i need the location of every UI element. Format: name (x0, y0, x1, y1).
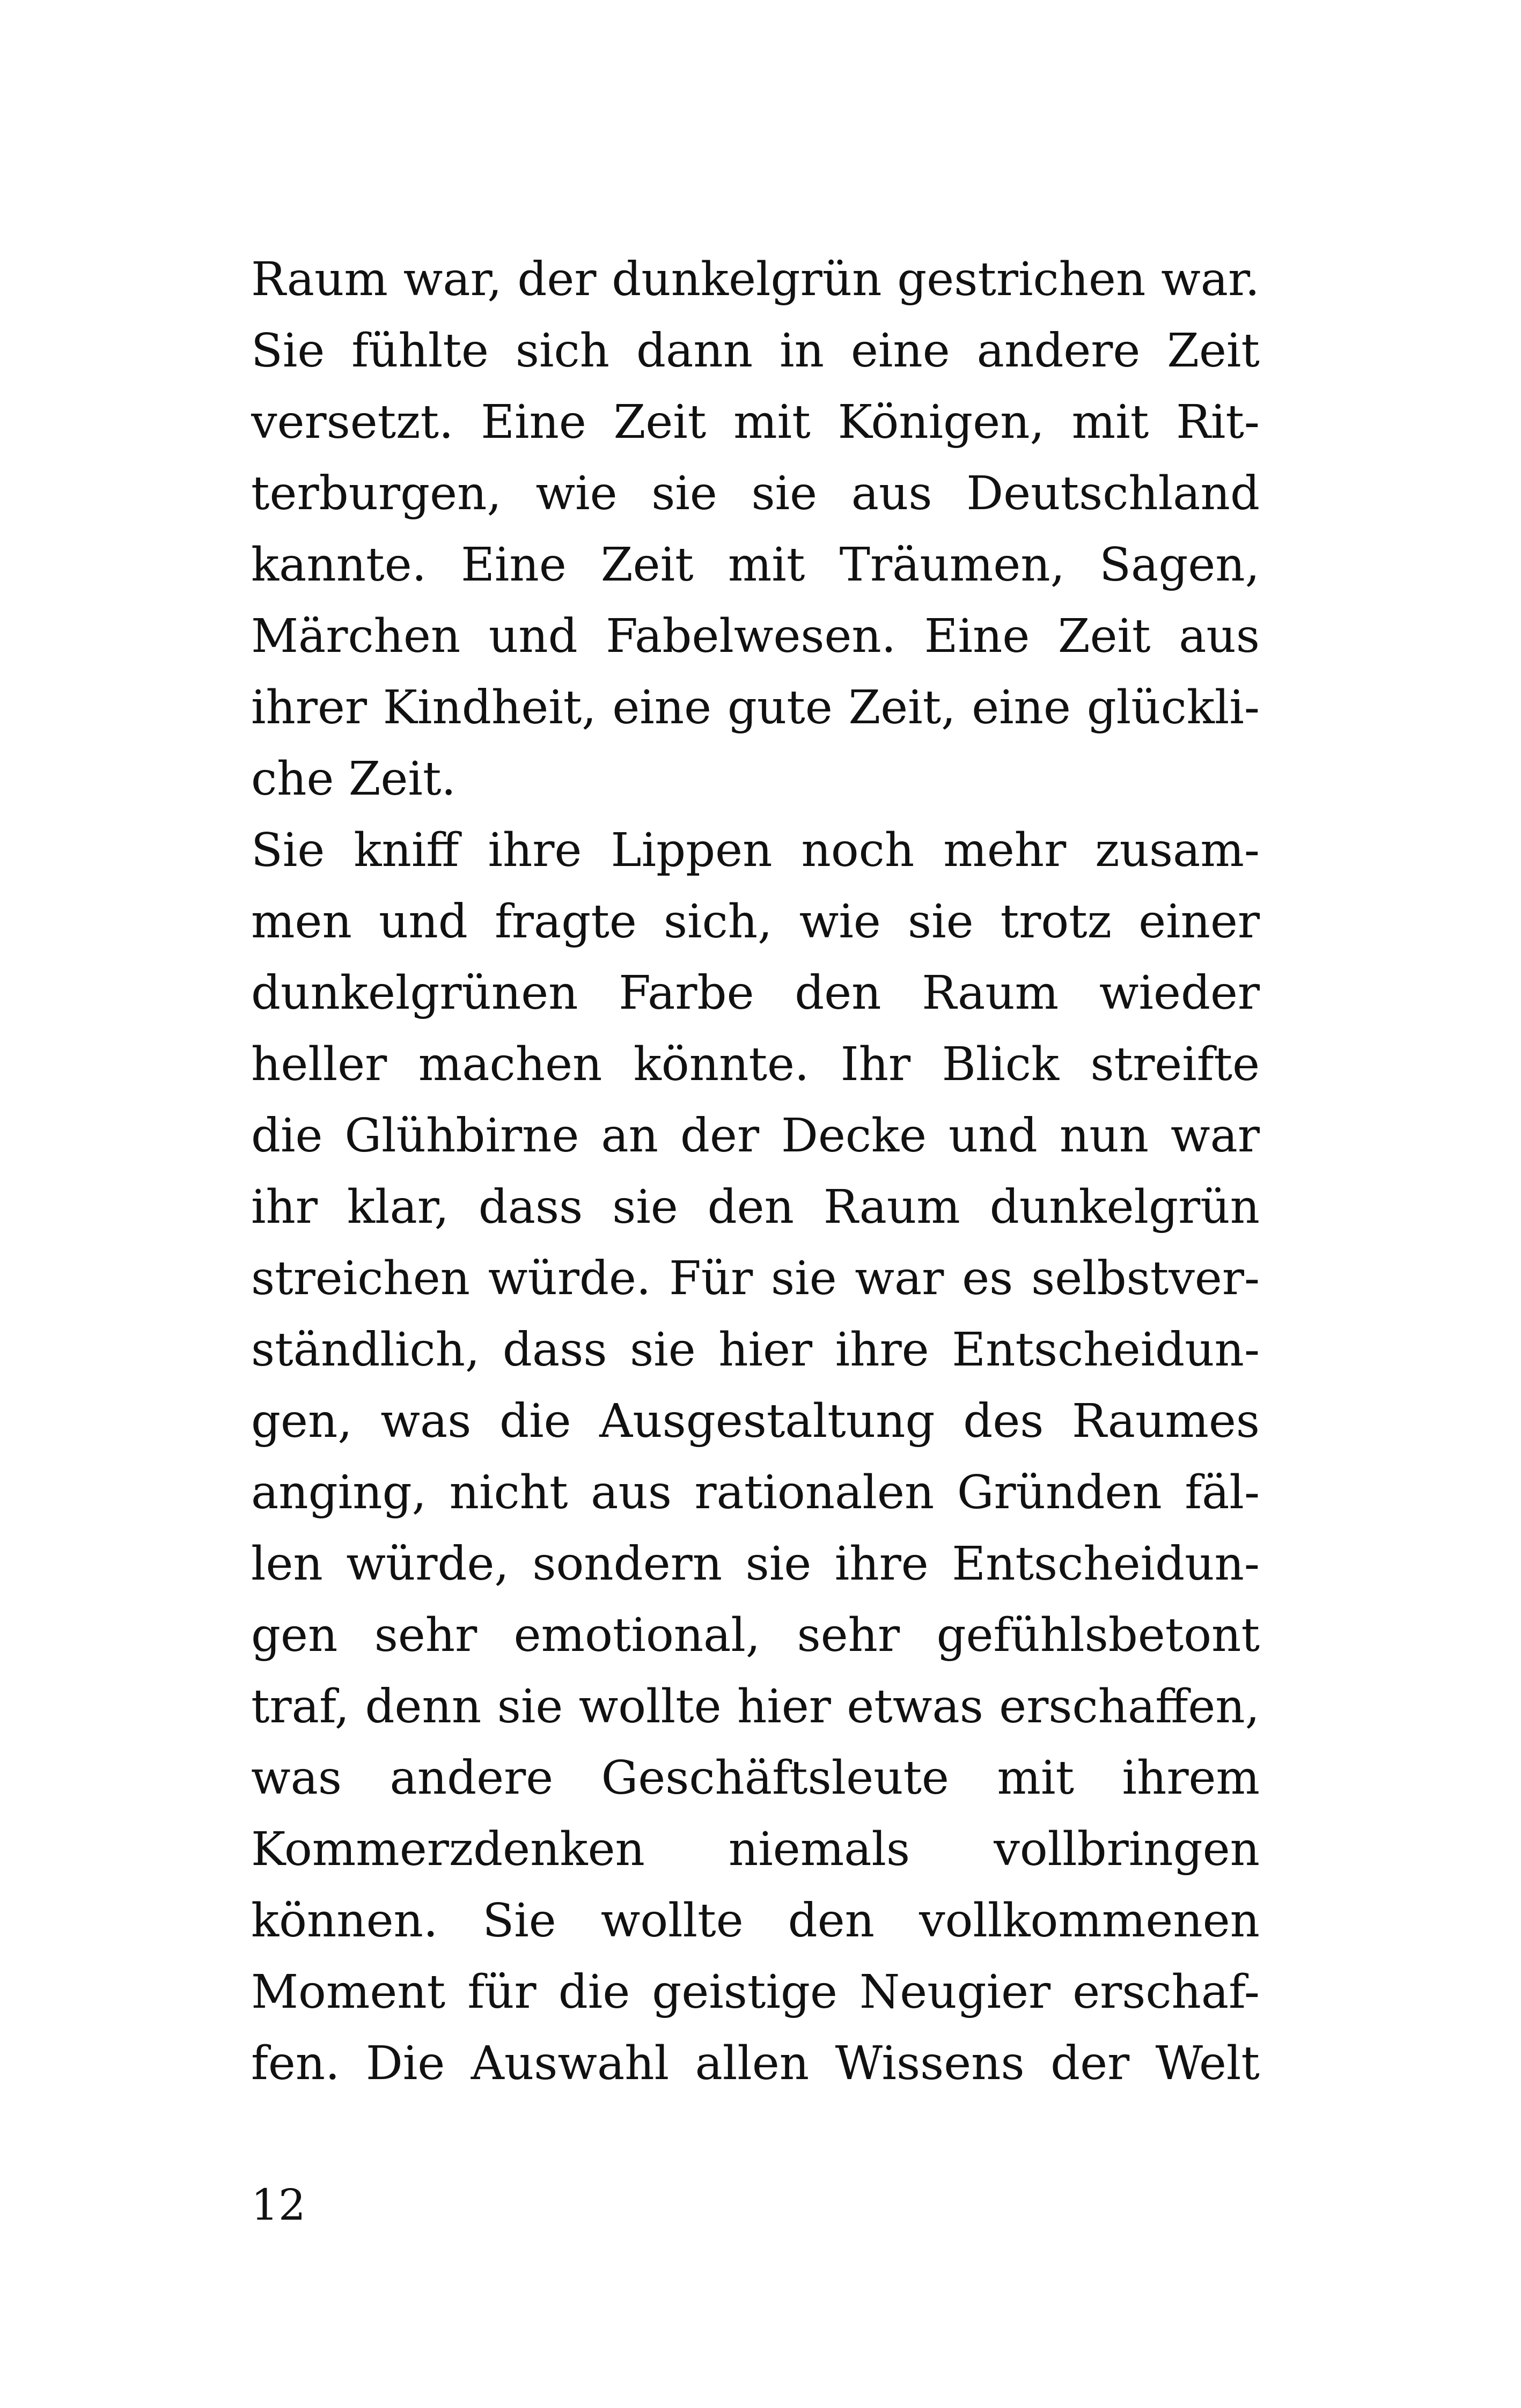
text-line: die Glühbirne an der Decke und nun war (251, 1109, 1260, 1163)
text-line: Sie fühlte sich dann in eine andere Zeit (251, 324, 1260, 378)
text-line: ihrer Kindheit, eine gute Zeit, eine glückli- (251, 681, 1260, 735)
text-line: dunkelgrünen Farbe den Raum wieder (251, 966, 1260, 1020)
text-line: traf, denn sie wollte hier etwas erschaffen, (251, 1680, 1260, 1734)
text-line: men und fragte sich, wie sie trotz einer (251, 895, 1260, 949)
text-line: ständlich, dass sie hier ihre Entscheidun- (251, 1323, 1260, 1377)
page-number: 12 (251, 2180, 306, 2230)
text-line: versetzt. Eine Zeit mit Königen, mit Rit- (251, 395, 1260, 449)
text-line: anging, nicht aus rationalen Gründen fäl- (251, 1466, 1260, 1519)
text-line: fen. Die Auswahl allen Wissens der Welt (251, 2037, 1260, 2090)
text-line: kannte. Eine Zeit mit Träumen, Sagen, (251, 538, 1260, 592)
text-line: heller machen könnte. Ihr Blick streifte (251, 1038, 1260, 1091)
text-line: ihr klar, dass sie den Raum dunkelgrün (251, 1180, 1260, 1234)
text-line: streichen würde. Für sie war es selbstver- (251, 1252, 1260, 1305)
text-line: können. Sie wollte den vollkommenen (251, 1894, 1260, 1948)
text-line: terburgen, wie sie sie aus Deutschland (251, 467, 1260, 520)
text-line: len würde, sondern sie ihre Entscheidun- (251, 1537, 1260, 1591)
text-line: Sie kniff ihre Lippen noch mehr zusam- (251, 824, 1260, 877)
body-text (251, 244, 1260, 2099)
text-line: Moment für die geistige Neugier erschaf- (251, 1965, 1260, 2019)
text-line: Märchen und Fabelwesen. Eine Zeit aus (251, 610, 1260, 663)
text-line: gen sehr emotional, sehr gefühlsbetont (251, 1609, 1260, 1662)
text-line: Kommerzdenken niemals vollbringen (251, 1823, 1260, 1876)
text-line: was andere Geschäftsleute mit ihrem (251, 1751, 1260, 1805)
text-line: gen, was die Ausgestaltung des Raumes (251, 1394, 1260, 1448)
text-line: che Zeit. (251, 752, 456, 806)
text-line: Raum war, der dunkelgrün gestrichen war. (251, 253, 1260, 306)
